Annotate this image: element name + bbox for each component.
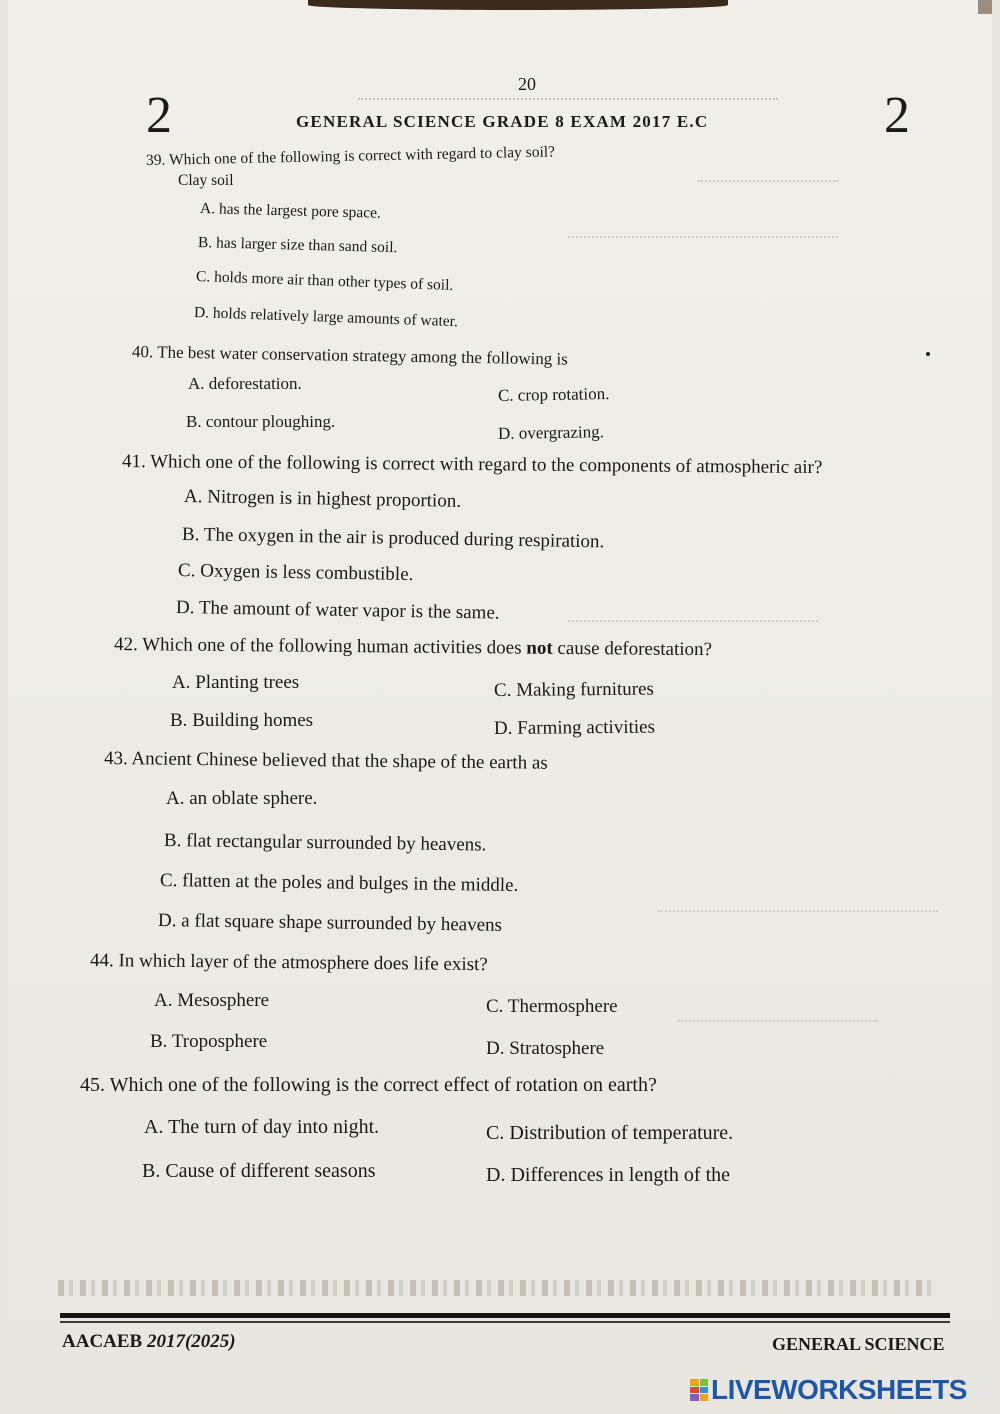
option-label: B.	[197, 234, 213, 252]
question-number: 39.	[145, 151, 166, 169]
option-b	[150, 1031, 267, 1053]
option-label: B.	[181, 524, 200, 546]
option-a	[144, 1116, 379, 1139]
option-label: A.	[144, 1116, 164, 1138]
question-stem	[90, 950, 488, 976]
option-c	[498, 384, 610, 406]
bleed-through	[358, 98, 778, 110]
question-number: 41.	[121, 451, 146, 473]
option-label: D.	[157, 910, 177, 932]
option-label: C.	[486, 996, 504, 1017]
option-a	[154, 990, 269, 1012]
option-c	[486, 1122, 733, 1145]
option-text: Cause of different seasons	[165, 1160, 376, 1182]
option-text: Thermosphere	[507, 996, 618, 1017]
question-text: The best water conservation strategy among the following is	[157, 342, 569, 369]
liveworksheets-logo-icon	[690, 1379, 708, 1401]
liveworksheets-watermark	[690, 1375, 967, 1405]
option-c	[494, 679, 654, 702]
footer-org	[62, 1331, 236, 1353]
option-label: A.	[188, 374, 205, 393]
question-number: 44.	[89, 950, 114, 972]
option-text: crop rotation.	[517, 384, 610, 405]
page-number: 20	[518, 74, 536, 94]
bleed-through	[678, 1020, 878, 1030]
question-stem	[80, 1074, 657, 1097]
option-label: C.	[159, 870, 178, 892]
option-label: B.	[170, 710, 188, 731]
version-number-left: 2	[146, 87, 172, 144]
liveworksheets-text: LIVEWORKSHEETS	[711, 1374, 967, 1405]
option-d	[486, 1038, 604, 1060]
option-text: Building homes	[192, 710, 314, 731]
option-label: C.	[177, 560, 196, 582]
option-text: holds relatively large amounts of water.	[212, 304, 459, 331]
option-label: C.	[497, 385, 514, 405]
question-text: Which one of the following is correct with regard to the components of atmospheric air?	[150, 451, 823, 479]
question-number: 40.	[131, 342, 154, 362]
question-subtext: Clay soil	[178, 172, 234, 189]
option-a	[166, 788, 317, 810]
bleed-through	[658, 910, 938, 920]
option-text: Farming activities	[517, 716, 656, 739]
option-c	[178, 560, 414, 586]
question-text: Which one of the following is correct with regard to clay soil?	[168, 143, 556, 169]
option-text: Differences in length of the	[510, 1164, 731, 1186]
option-label: A.	[183, 486, 203, 508]
footer-year: 2017(2025)	[146, 1331, 236, 1352]
option-label: A.	[172, 672, 191, 693]
option-d	[498, 422, 604, 444]
question-number: 45.	[80, 1074, 105, 1096]
option-label: C.	[195, 268, 211, 286]
footer-rule	[60, 1313, 950, 1318]
scan-smudge	[308, 0, 728, 10]
question-text-before: Which one of the following human activities does	[142, 634, 522, 659]
option-text: flatten at the poles and bulges in the middle.	[182, 870, 519, 897]
option-label: A.	[199, 200, 216, 218]
option-b	[186, 412, 335, 432]
option-text: Distribution of temperature.	[509, 1122, 734, 1144]
option-text: flat rectangular surrounded by heavens.	[186, 830, 487, 856]
bleed-through	[568, 236, 838, 246]
option-text: The turn of day into night.	[168, 1116, 380, 1138]
option-b	[164, 830, 487, 856]
option-a	[172, 672, 299, 694]
question-emphasis: not	[526, 637, 553, 659]
option-text: overgrazing.	[518, 422, 605, 443]
option-label: D.	[486, 1164, 506, 1186]
question-text-after: cause deforestation?	[557, 637, 713, 661]
option-d	[486, 1164, 730, 1187]
scan-corner	[978, 0, 992, 14]
option-c	[486, 996, 618, 1018]
option-text: a flat square shape surrounded by heavens	[181, 910, 503, 936]
option-a	[188, 374, 302, 394]
option-label: D.	[175, 597, 195, 619]
option-text: has the largest pore space.	[218, 200, 382, 222]
option-b	[142, 1160, 375, 1183]
option-text: has larger size than sand soil.	[215, 234, 398, 257]
option-text: Nitrogen is in highest proportion.	[207, 486, 462, 512]
option-label: A.	[154, 990, 173, 1011]
footer-subject: GENERAL SCIENCE	[772, 1334, 945, 1354]
option-label: D.	[497, 423, 515, 443]
question-text: Which one of the following is the correct effect of rotation on earth?	[109, 1074, 657, 1096]
option-b	[170, 710, 313, 732]
option-label: D.	[493, 717, 513, 739]
option-text: Making furnitures	[516, 678, 655, 701]
option-text: contour ploughing.	[205, 412, 336, 431]
exam-page	[8, 0, 992, 1414]
footer-rule-thin	[60, 1321, 950, 1323]
option-text: The amount of water vapor is the same.	[198, 597, 500, 624]
option-text: The oxygen in the air is produced during respiration.	[203, 524, 605, 553]
option-label: B.	[142, 1160, 161, 1182]
question-text: In which layer of the atmosphere does life exist?	[118, 950, 488, 976]
option-text: Stratosphere	[509, 1038, 605, 1059]
option-text: deforestation.	[208, 374, 302, 393]
question-number: 43.	[103, 748, 128, 770]
option-d	[494, 717, 655, 740]
option-label: D.	[193, 304, 210, 322]
option-label: A.	[166, 788, 185, 809]
option-text: holds more air than other types of soil.	[213, 268, 454, 294]
footer-org-name: AACAEB	[62, 1331, 143, 1352]
option-text: Troposphere	[171, 1031, 268, 1052]
question-stem	[104, 748, 548, 775]
option-text: Planting trees	[195, 672, 300, 693]
option-label: B.	[163, 830, 182, 852]
scan-noise-band	[58, 1280, 938, 1296]
option-label: C.	[486, 1122, 505, 1144]
bleed-through	[568, 620, 818, 630]
option-text: Mesosphere	[177, 990, 270, 1011]
version-number-right: 2	[884, 87, 910, 144]
option-text: Oxygen is less combustible.	[200, 560, 414, 586]
option-label: D.	[486, 1038, 505, 1059]
option-label: C.	[493, 679, 512, 701]
question-text: Ancient Chinese believed that the shape of the earth as	[131, 748, 548, 774]
scan-dot	[926, 352, 930, 356]
option-label: B.	[150, 1031, 168, 1052]
option-label: B.	[186, 412, 202, 431]
option-text: an oblate sphere.	[189, 788, 318, 809]
exam-title: GENERAL SCIENCE GRADE 8 EXAM 2017 E.C	[296, 112, 709, 131]
bleed-through	[698, 180, 838, 190]
question-number: 42.	[113, 634, 138, 656]
